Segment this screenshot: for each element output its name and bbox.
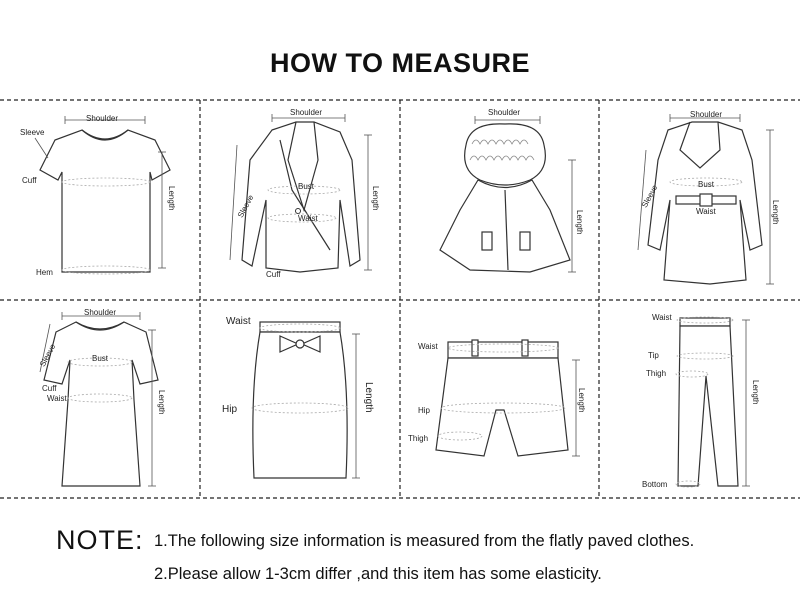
hooded-coat-diagram — [400, 100, 600, 300]
length-label: Length — [157, 390, 166, 415]
sleeve-label: Sleeve — [236, 193, 256, 220]
shoulder-label: Shoulder — [86, 114, 119, 123]
skirt-diagram — [200, 300, 400, 500]
trousers-illustration — [600, 300, 800, 500]
length-label: Length — [575, 210, 584, 235]
shoulder-label: Shoulder — [84, 308, 117, 317]
waist-label: Waist — [418, 342, 438, 351]
thigh-label: Thigh — [646, 369, 667, 378]
bust-label: Bust — [298, 182, 315, 191]
blazer-illustration — [200, 100, 400, 300]
sleeve-label: Sleeve — [38, 342, 58, 369]
shoulder-label: Shoulder — [690, 110, 723, 119]
note-line-2: 2.Please allow 1-3cm differ ,and this item has some elasticity. — [154, 565, 602, 583]
dress-illustration — [0, 300, 200, 500]
cuff-label: Cuff — [42, 384, 57, 393]
shoulder-label: Shoulder — [488, 108, 521, 117]
bust-label: Bust — [92, 354, 109, 363]
sleeve-label: Sleeve — [20, 128, 45, 137]
bottom-label: Bottom — [642, 480, 668, 489]
length-label: Length — [363, 382, 374, 413]
length-label: Length — [167, 186, 176, 211]
cuff-label: Cuff — [266, 270, 281, 279]
waist-label: Waist — [696, 207, 716, 216]
note-line-1: 1.The following size information is measured from the flatly paved clothes. — [154, 532, 695, 550]
tip-label: Tip — [648, 351, 659, 360]
length-label: Length — [577, 388, 586, 413]
hooded-coat-illustration — [400, 100, 600, 300]
hem-label: Hem — [36, 268, 53, 277]
length-label: Length — [751, 380, 760, 405]
bust-label: Bust — [698, 180, 715, 189]
note-heading: NOTE: — [56, 525, 144, 555]
trench-coat-diagram — [600, 100, 800, 300]
trench-coat-illustration — [600, 100, 800, 300]
thigh-label: Thigh — [408, 434, 429, 443]
shorts-diagram — [400, 300, 600, 500]
trousers-diagram — [600, 300, 800, 500]
hip-label: Hip — [222, 404, 238, 415]
tshirt-diagram — [0, 100, 200, 300]
waist-label: Waist — [298, 214, 318, 223]
dress-diagram — [0, 300, 200, 500]
cuff-label: Cuff — [22, 176, 37, 185]
sleeve-label: Sleeve — [640, 183, 660, 210]
shorts-illustration — [400, 300, 600, 500]
waist-label: Waist — [652, 313, 672, 322]
waist-label: Waist — [226, 316, 251, 327]
shoulder-label: Shoulder — [290, 108, 323, 117]
waist-label: Waist — [47, 394, 67, 403]
blazer-diagram — [200, 100, 400, 300]
page-title: HOW TO MEASURE — [269, 48, 530, 78]
length-label: Length — [771, 200, 780, 225]
length-label: Length — [371, 186, 380, 211]
hip-label: Hip — [418, 406, 431, 415]
